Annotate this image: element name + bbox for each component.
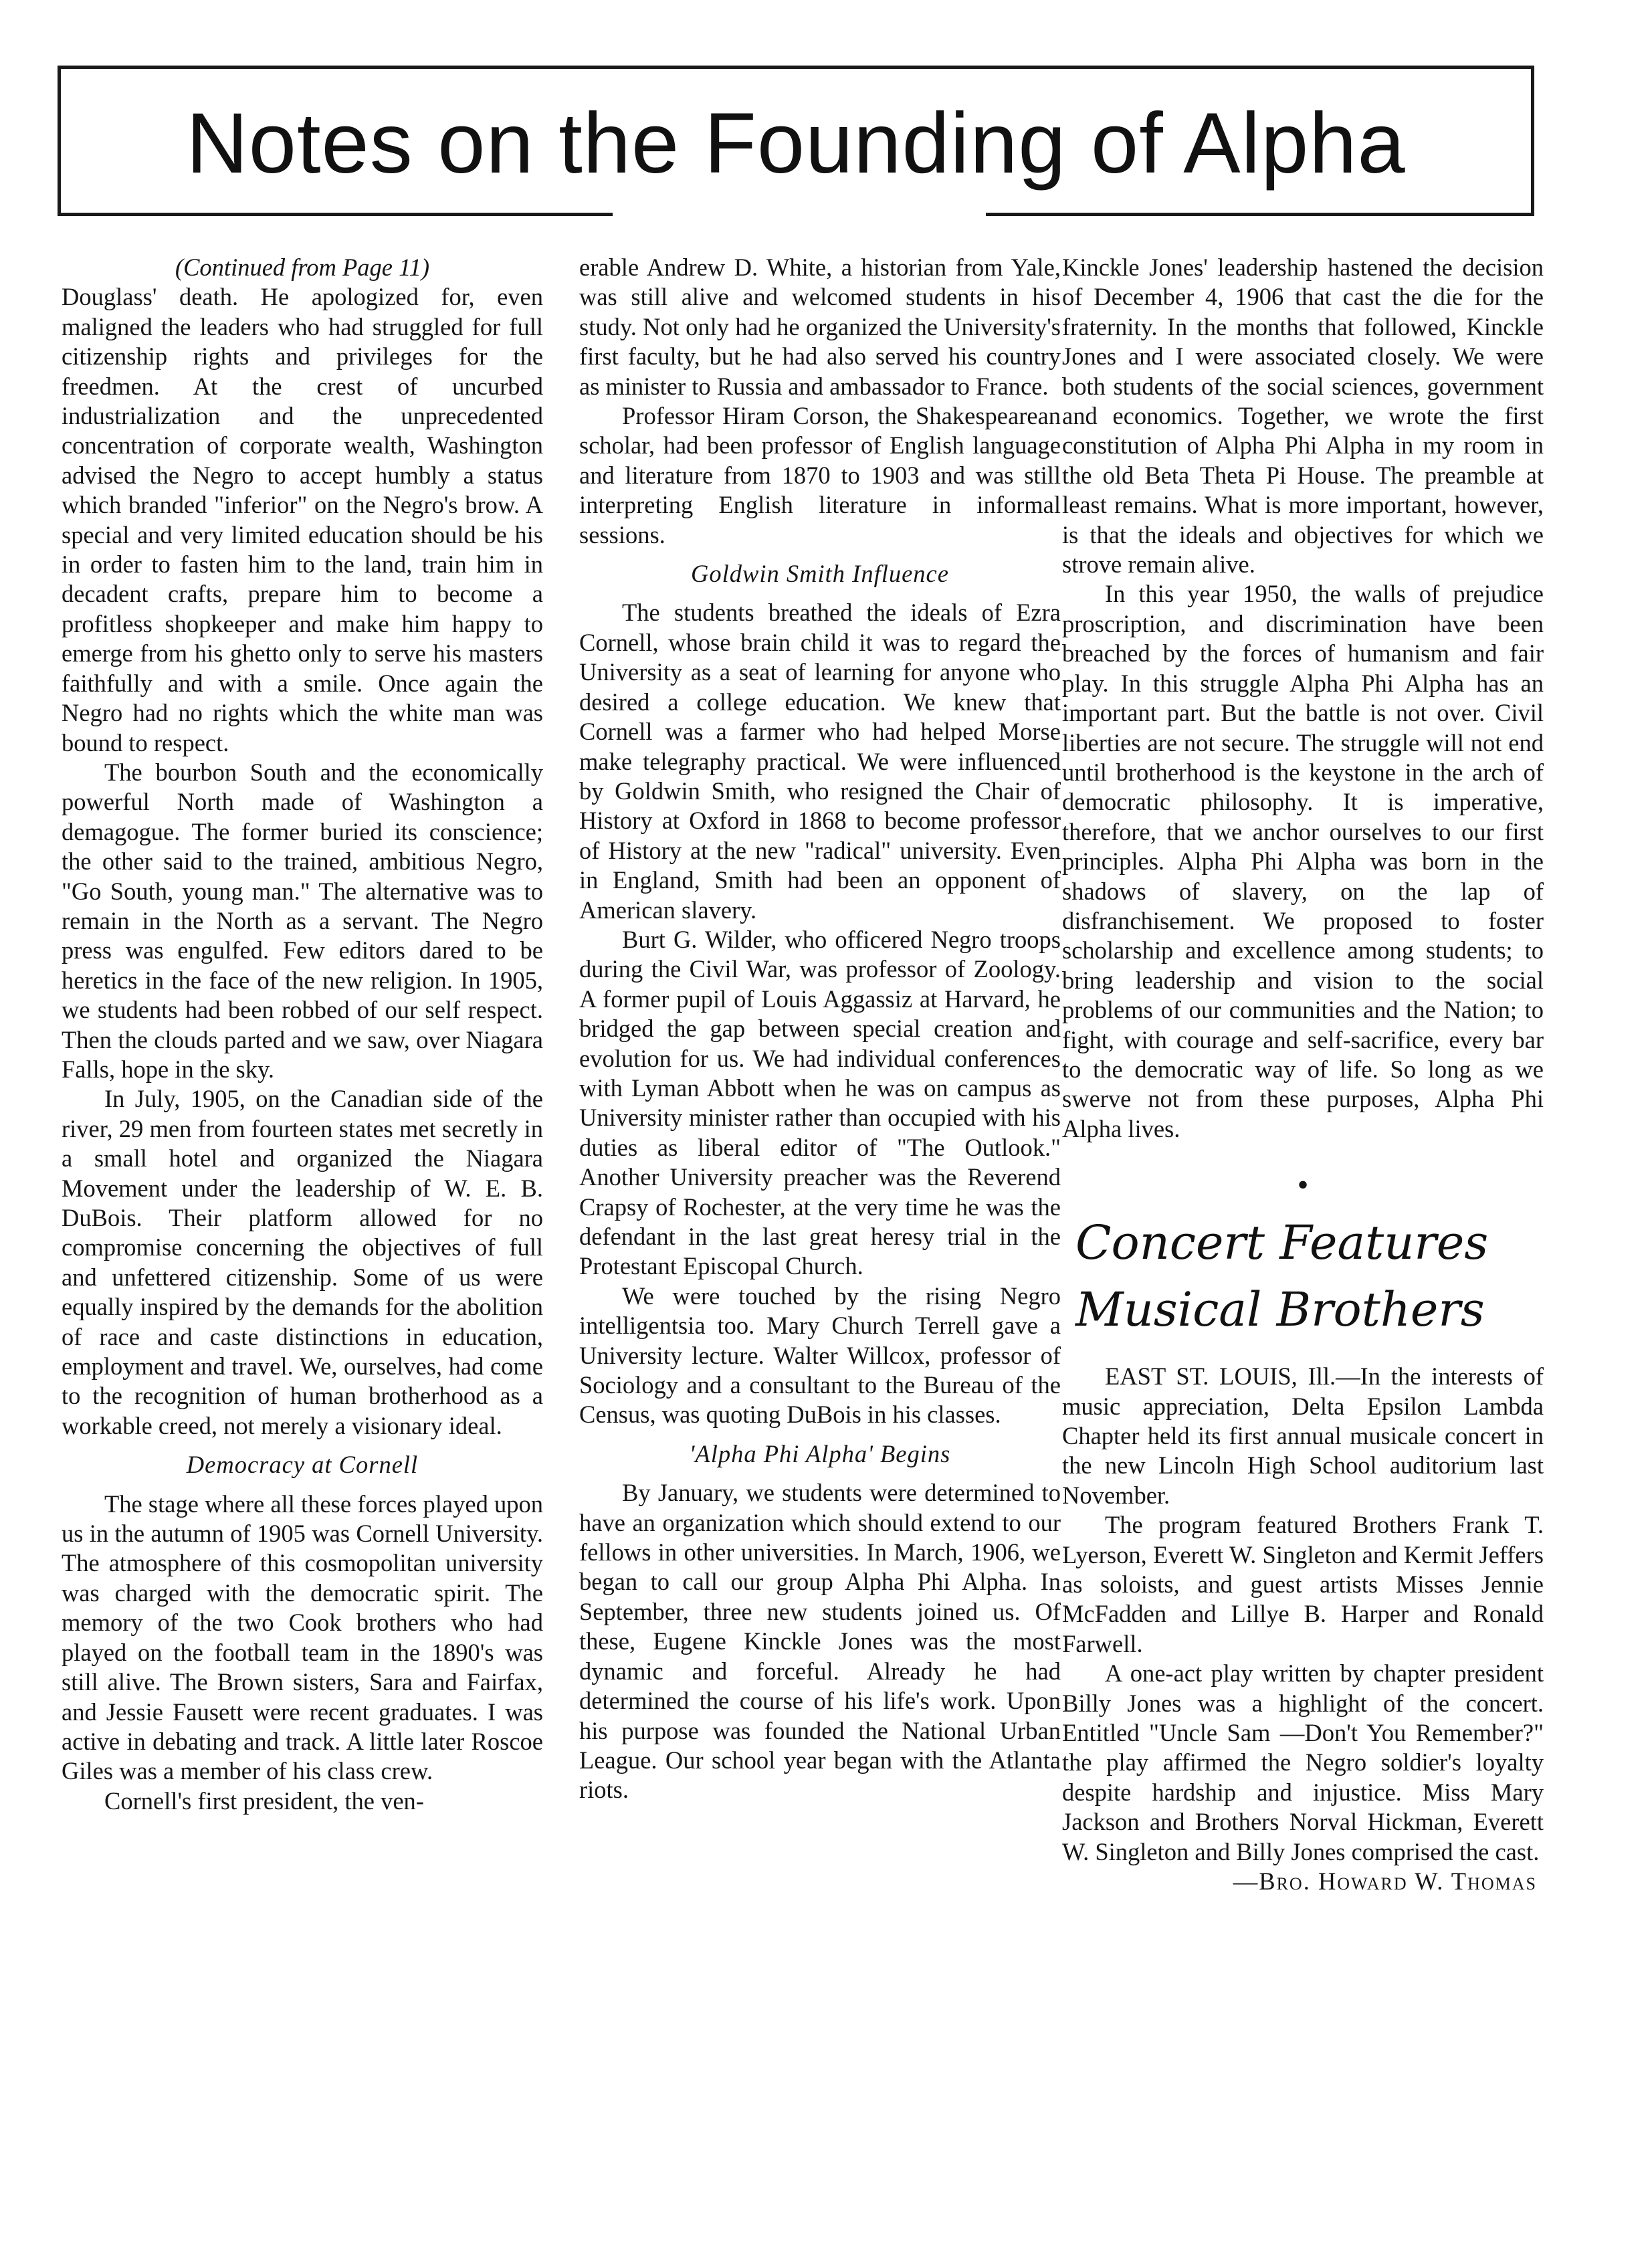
continued-note: (Continued from Page 11)	[175, 253, 430, 281]
title-box	[58, 66, 1534, 213]
paragraph: Cornell's first president, the ven-	[104, 1786, 424, 1815]
article-column-3	[1062, 253, 1544, 1897]
paragraph: Burt G. Wilder, who officered Negro troops during the Civil War, was professor of Zoology. A former pupil of Louis Aggassiz at Harvard, he bridged the gap between special creation and evolution for us. We had individual conferences with Lyman Abbott when he was on campus as University minister rather than occupied with his duties as liberal editor of "The Outlook." Another University preacher was the Reverend Crapsy of Rochester, at the very time he was the defendant in the last great heresy trial in the Protestant Episcopal Church.	[579, 925, 1061, 1280]
paragraph: erable Andrew D. White, a historian from Yale, was still alive and welcomed students in his study. Not only had he organized the University's first faculty, but he had also served his country as minister to Russia and ambassador to France.	[579, 253, 1061, 400]
paragraph: In this year 1950, the walls of prejudice proscription, and discrimination have been breached by the forces of humanism and fair play. In this struggle Alpha Phi Alpha has an important part. But the battle is not over. Civil liberties are not secure. The struggle will not end until brotherhood is the keystone in the arch of democratic philosophy. It is imperative, therefore, that we anchor ourselves to our first principles. Alpha Phi Alpha was born in the shadows of slavery, on the lap of disfranchisement. We proposed to foster scholarship and excellence among students; to bring leadership and vision to the social problems of our communities and the Nation; to fight, with courage and self-sacrifice, every bar to the democratic way of life. So long as we swerve not from these purposes, Alpha Phi Alpha lives.	[1062, 580, 1544, 1142]
paragraph: Douglass' death. He apologized for, even maligned the leaders who had struggled for full citizenship rights and privileges for the freedmen. At the crest of uncurbed industrialization and the unprecedented concentration of corporate wealth, Washington advised the Negro to accept humbly a status which branded "inferior" on the Negro's brow. A special and very limited education should be his in order to fasten him to the land, train him in decadent crafts, prepare him to become a profitless shopkeeper and make him happy to emerge from his ghetto only to serve his masters faithfully and with a smile. Once again the Negro had no rights which the white man was bound to respect.	[62, 283, 543, 756]
article-column-2	[579, 253, 1061, 1805]
paragraph: A one-act play written by chapter president Billy Jones was a highlight of the concert. Entitled "Uncle Sam —Don't You Remember?" the play affirmed the Negro soldier's loyalty despite hardship and injustice. Miss Mary Jackson and Brothers Norval Hickman, Everett W. Singleton and Billy Jones comprised the cast.	[1062, 1659, 1544, 1865]
concert-title-line: Musical Brothers	[1075, 1282, 1485, 1338]
article-column-1	[62, 253, 543, 1816]
page-title: Notes on the Founding of Alpha	[186, 96, 1406, 191]
title-rule-right	[986, 213, 1534, 216]
section-heading: Goldwin Smith Influence	[691, 560, 949, 588]
section-heading: Democracy at Cornell	[186, 1451, 419, 1479]
paragraph: In July, 1905, on the Canadian side of the river, 29 men from fourteen states met secretly in a small hotel and organized the Niagara Movement under the leadership of W. E. B. DuBois. Their platform allowed for no compromise concerning the objectives of full and unfettered citizenship. Some of us were equally inspired by the demands for the abolition of race and caste distinctions in education, employment and travel. We, ourselves, had come to the recognition of human brotherhood as a workable creed, not merely a visionary ideal.	[62, 1085, 543, 1439]
section-divider-bullet: •	[1297, 1167, 1309, 1203]
paragraph: Professor Hiram Corson, the Shakespearean scholar, had been professor of English language and literature from 1870 to 1903 and was still interpreting English literature in informal sessions.	[579, 402, 1061, 548]
author-byline: —Bro. Howard W. Thomas	[1233, 1867, 1537, 1896]
concert-article-title	[1075, 1209, 1544, 1343]
paragraph: The stage where all these forces played upon us in the autumn of 1905 was Cornell University. The atmosphere of this cosmopolitan university was charged with the democratic spirit. The memory of the two Cook brothers who had played on the football team in the 1890's was still alive. The Brown sisters, Sara and Fairfax, and Jessie Fausett were recent graduates. I was active in debating and track. A little later Roscoe Giles was a member of his class crew.	[62, 1490, 543, 1785]
paragraph: We were touched by the rising Negro intelligentsia too. Mary Church Terrell gave a University lecture. Walter Willcox, professor of Sociology and a consultant to the Bureau of the Census, was quoting DuBois in his classes.	[579, 1282, 1061, 1429]
paragraph: EAST ST. LOUIS, Ill.—In the interests of music appreciation, Delta Epsilon Lambda Chapter held its first annual musicale concert in the new Lincoln High School auditorium last November.	[1062, 1362, 1544, 1509]
title-rule-left	[58, 213, 613, 216]
concert-title-line: Concert Features	[1075, 1215, 1489, 1271]
section-heading: 'Alpha Phi Alpha' Begins	[689, 1439, 951, 1467]
paragraph: Kinckle Jones' leadership hastened the decision of December 4, 1906 that cast the die for the fraternity. In the months that followed, Kinckle Jones and I were associated closely. We were both students of the social sciences, government and economics. Together, we wrote the first constitution of Alpha Phi Alpha in my room in the old Beta Theta Pi House. The preamble at least remains. What is more important, however, is that the ideals and objectives for which we strove remain alive.	[1062, 253, 1544, 579]
paragraph: The program featured Brothers Frank T. Lyerson, Everett W. Singleton and Kermit Jeffers as soloists, and guest artists Misses Jennie McFadden and Lillye B. Harper and Ronald Farwell.	[1062, 1511, 1544, 1657]
paragraph: By January, we students were determined to have an organization which should extend to our fellows in other universities. In March, 1906, we began to call our group Alpha Phi Alpha. In September, three new students joined us. Of these, Eugene Kinckle Jones was the most dynamic and forceful. Already he had determined the course of his life's work. Upon his purpose was founded the National Urban League. Our school year began with the Atlanta riots.	[579, 1479, 1061, 1804]
paragraph: The bourbon South and the economically powerful North made of Washington a demagogue. The former buried its conscience; the other said to the trained, ambitious Negro, "Go South, young man." The alternative was to remain in the North as a servant. The Negro press was engulfed. Few editors dared to be heretics in the face of the new religion. In 1905, we students had been robbed of our self respect. Then the clouds parted and we saw, over Niagara Falls, hope in the sky.	[62, 758, 543, 1083]
paragraph: The students breathed the ideals of Ezra Cornell, whose brain child it was to regard the University as a seat of learning for anyone who desired a college education. We knew that Cornell was a farmer who had helped Morse make telegraphy practical. We were influenced by Goldwin Smith, who resigned the Chair of History at Oxford in 1868 to become professor of History at the new "radical" university. Even in England, Smith had been an opponent of American slavery.	[579, 599, 1061, 924]
